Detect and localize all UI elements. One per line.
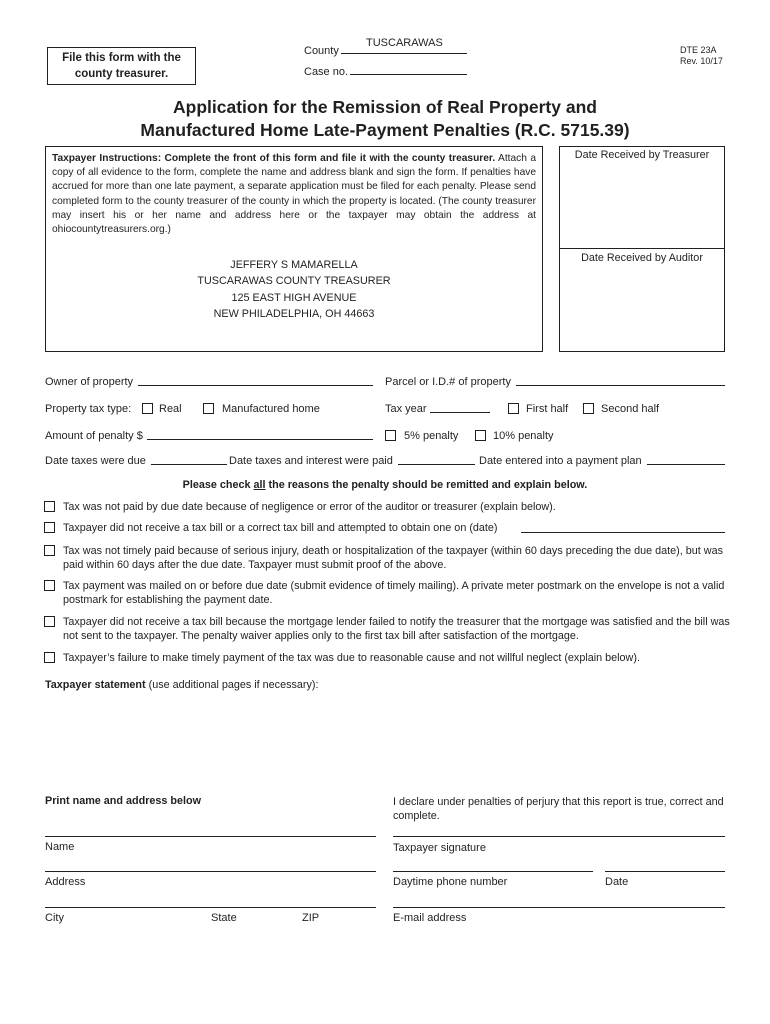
form-title-line1: Application for the Remission of Real Property and [173,97,597,117]
tax-year-label: Tax year [385,403,427,415]
real-label: Real [159,403,182,415]
reasons-heading-all: all [253,479,266,491]
taxpayer-statement-label [45,679,318,691]
daytime-phone-field[interactable] [393,871,593,872]
amount-of-penalty-field[interactable] [147,439,373,440]
reasons-heading-post: the reasons the penalty should be remitted and explain below. [265,479,588,491]
reason-negligence-text: Tax was not paid by due date because of negligence or error of the auditor or treasurer (explain below). [63,501,556,513]
treasurer-name: JEFFERY S MAMARELLA [230,259,358,271]
instructions-body: Attach a copy of all evidence to the form, complete the name and address blank and sign the form. If penalties have accrued for more than one late payment, a separate application must be filed for each penalty. Please send completed form to the county treasurer of the county in which the property is located. (The county treasurer may insert his or her name and address here or the taxpayer may obtain the address at ohiocountytreasurers.org.) [52,153,536,236]
manufactured-home-label: Manufactured home [222,403,320,415]
reasons-heading-pre: Please check [182,479,254,491]
date-taxes-due-field[interactable] [151,464,227,465]
form-title [0,96,770,142]
treasurer-street: 125 EAST HIGH AVENUE [231,291,357,304]
name-label: Name [45,841,75,853]
second-half-checkbox[interactable] [583,403,594,414]
taxpayer-signature-label: Taxpayer signature [393,842,486,854]
reason-mailed-checkbox[interactable] [44,580,55,591]
date-signed-field[interactable] [605,871,725,872]
first-half-checkbox[interactable] [508,403,519,414]
county-value: TUSCARAWAS [366,37,443,49]
reason-item [44,544,734,572]
reason-mortgage-text: Taxpayer did not receive a tax bill because the mortgage lender failed to notify the treasurer that the mortgage was satisfied and the bill was not sent to the taxpayer. The penalty waiver applies only to the first tax bill after satisfaction of the mortgage. [63,616,730,642]
reason-negligence-checkbox[interactable] [44,501,55,512]
taxpayer-statement-rest: (use additional pages if necessary): [145,679,319,691]
real-checkbox[interactable] [142,403,153,414]
reason-no-bill-text: Taxpayer did not receive a tax bill or a correct tax bill and attempted to obtain one on (date) [63,522,498,534]
address-label: Address [45,876,86,888]
city-state-zip-field[interactable] [45,907,376,908]
daytime-phone-label: Daytime phone number [393,876,508,888]
date-payment-plan-label: Date entered into a payment plan [479,455,642,467]
reason-mailed-text: Tax payment was mailed on or before due date (submit evidence of timely mailing). A private meter postmark on the envelope is not a valid postmark for establishing the payment date. [63,580,725,606]
perjury-declaration: I declare under penalties of perjury that this report is true, correct and complete. [393,796,724,822]
date-taxes-due-label: Date taxes were due [45,455,146,467]
reason-injury-text: Tax was not timely paid because of serious injury, death or hospitalization of the taxpayer (within 60 days preceding the due date), but was paid within 60 days after the due date. Taxpayer must submit proof of the above. [63,545,723,571]
property-tax-type-label: Property tax type: [45,403,132,415]
owner-field[interactable] [138,385,373,386]
treasurer-city: NEW PHILADELPHIA, OH 44663 [213,308,375,321]
reason-item [44,579,734,607]
email-address-field[interactable] [393,907,725,908]
manufactured-home-checkbox[interactable] [203,403,214,414]
form-title-line2: Manufactured Home Late-Payment Penalties (R.C. 5715.39) [140,120,630,140]
date-taxes-paid-label: Date taxes and interest were paid [229,455,393,467]
taxpayer-statement-area[interactable] [45,696,725,788]
county-label: County [304,45,339,57]
parcel-field[interactable] [516,385,725,386]
reason-no-bill-date-field[interactable] [521,532,725,533]
reason-mortgage-checkbox[interactable] [44,616,55,627]
file-notice-line2: county treasurer. [74,68,169,80]
reason-item [44,500,734,514]
file-with-treasurer-notice [47,47,196,85]
instructions-text [52,152,536,237]
form-revision: Rev. 10/17 [680,56,723,66]
tax-year-field[interactable] [430,412,490,413]
owner-label: Owner of property [45,376,134,388]
date-signed-label: Date [605,876,629,888]
treasurer-address-block [45,257,543,323]
date-received-auditor-box [559,248,725,352]
date-payment-plan-field[interactable] [647,464,725,465]
reason-reasonable-cause-checkbox[interactable] [44,652,55,663]
email-address-label: E-mail address [393,912,467,924]
five-percent-penalty-checkbox[interactable] [385,430,396,441]
reason-no-bill-checkbox[interactable] [44,522,55,533]
print-name-address-label: Print name and address below [45,795,201,807]
address-field[interactable] [45,871,376,872]
case-number-field[interactable] [350,74,467,75]
ten-percent-penalty-checkbox[interactable] [475,430,486,441]
five-percent-penalty-label: 5% penalty [404,430,459,442]
date-received-auditor-label: Date Received by Auditor [581,252,703,264]
date-received-treasurer-box [559,146,725,249]
date-received-treasurer-label: Date Received by Treasurer [574,149,710,161]
date-taxes-paid-field[interactable] [398,464,475,465]
second-half-label: Second half [601,403,660,415]
reason-item [44,615,734,643]
form-id: DTE 23A [680,45,717,55]
name-field[interactable] [45,836,376,837]
reason-item [44,651,734,665]
state-label: State [211,912,237,924]
reasons-heading [0,479,770,491]
ten-percent-penalty-label: 10% penalty [493,430,554,442]
county-field[interactable] [341,53,467,54]
reason-injury-checkbox[interactable] [44,545,55,556]
taxpayer-statement-bold: Taxpayer statement [45,679,146,691]
parcel-label: Parcel or I.D.# of property [385,376,511,388]
reason-reasonable-cause-text: Taxpayer’s failure to make timely payment of the tax was due to reasonable cause and not willful neglect (explain below). [63,652,640,664]
city-label: City [45,912,64,924]
instructions-heading: Taxpayer Instructions: Complete the front of this form and file it with the county treasurer. [52,153,496,164]
file-notice-line1: File this form with the [62,52,181,64]
treasurer-title: TUSCARAWAS COUNTY TREASURER [197,275,391,288]
case-number-label: Case no. [304,66,349,78]
zip-label: ZIP [302,912,320,924]
taxpayer-signature-field[interactable] [393,836,725,837]
amount-of-penalty-label: Amount of penalty $ [45,430,143,442]
first-half-label: First half [526,403,569,415]
